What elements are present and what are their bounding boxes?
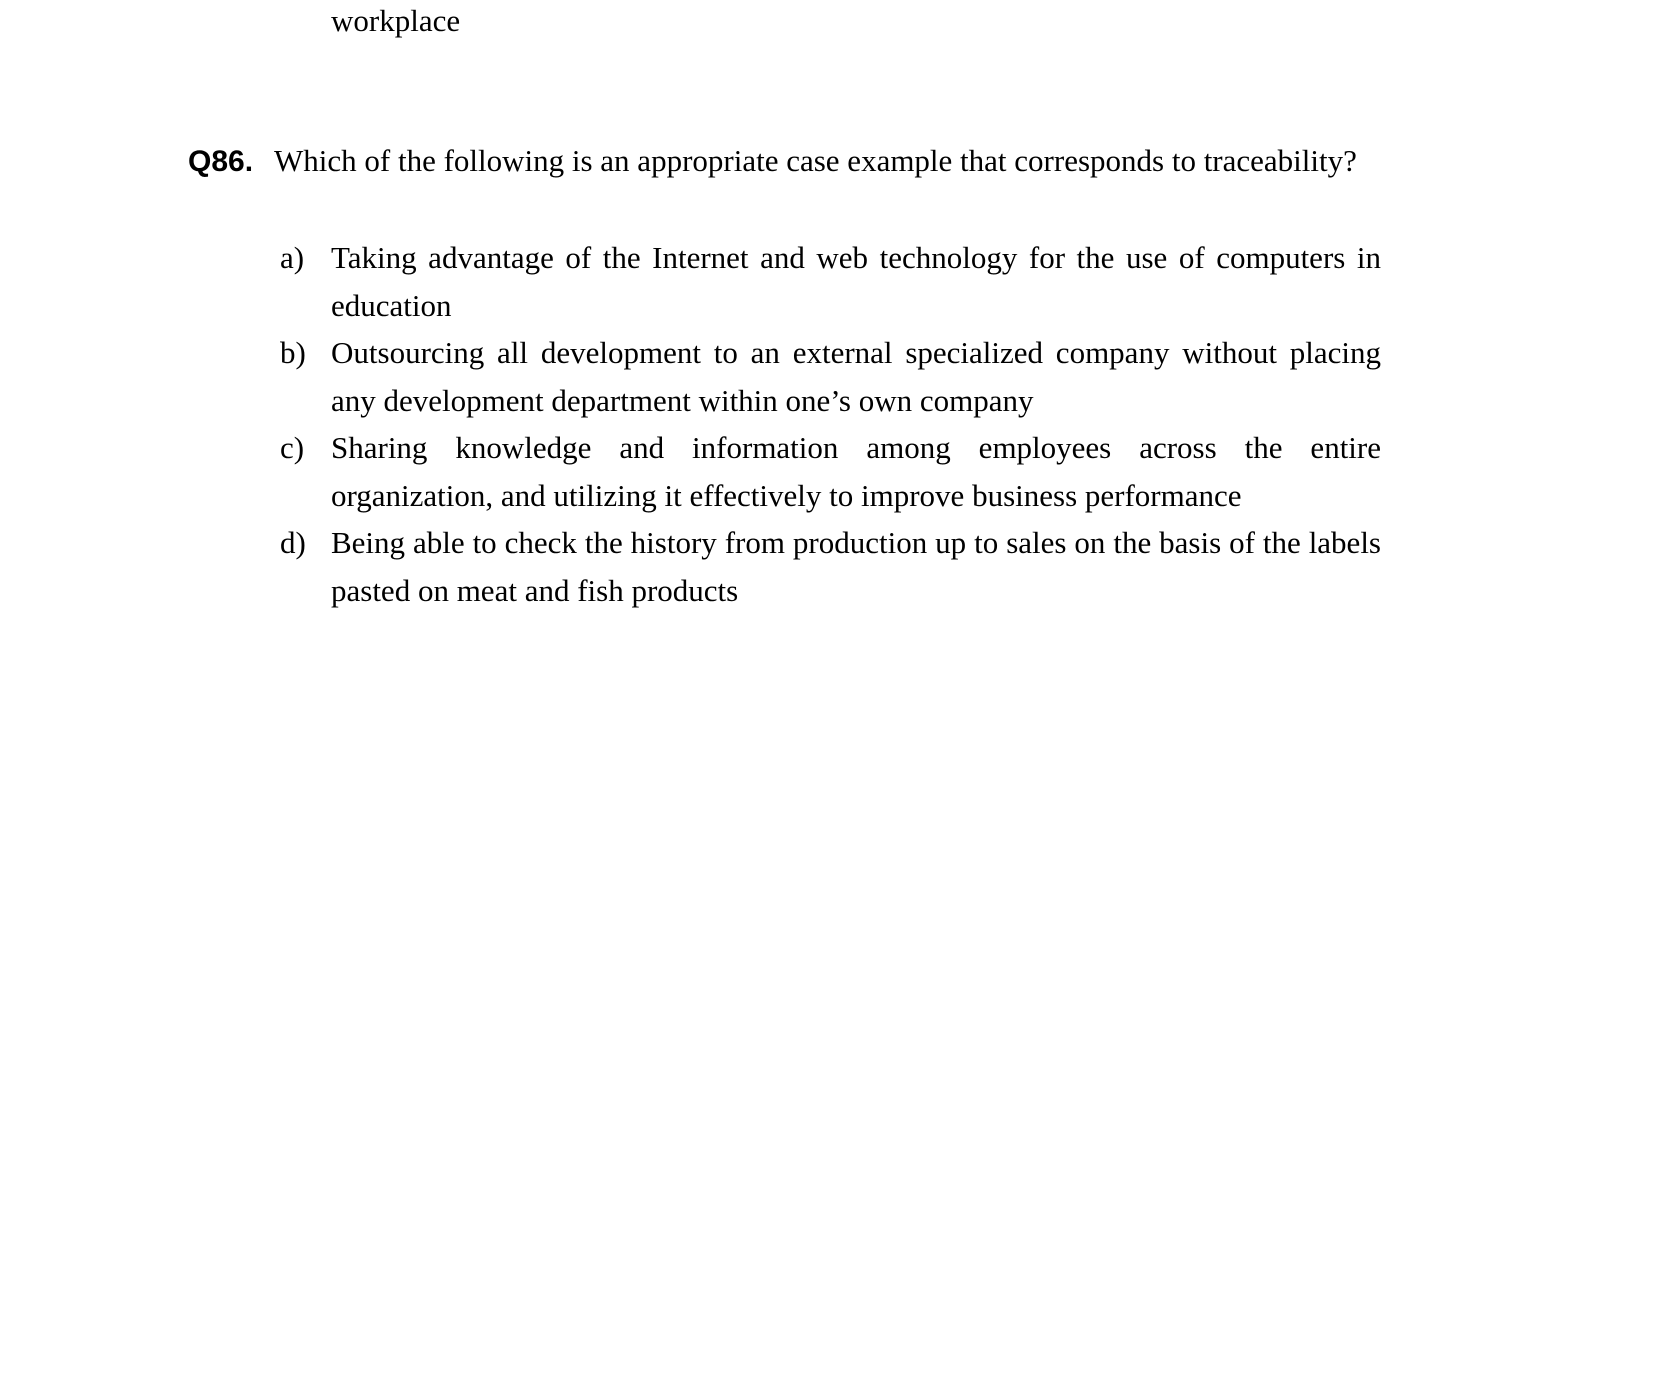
option-label: a) (280, 240, 305, 275)
option-label: d) (280, 525, 306, 560)
option-label: c) (280, 430, 305, 465)
question-text: Which of the following is an appropriate case example that corresponds to traceability? (274, 143, 1357, 178)
option-text: Taking advantage of the Internet and web technology for the use of computers in education (331, 240, 1381, 323)
previous-question-carryover-text: workplace (331, 3, 461, 38)
answer-option-b (280, 329, 1381, 424)
option-label: b) (280, 335, 306, 370)
question-number: Q86. (188, 145, 254, 178)
option-text: Outsourcing all development to an external specialized company without placing any development department within one’s own company (331, 335, 1381, 418)
option-text: Being able to check the history from production up to sales on the basis of the labels pasted on meat and fish products (331, 525, 1381, 608)
answer-options-list (280, 234, 1381, 614)
question-q86 (188, 142, 1388, 180)
answer-option-d (280, 519, 1381, 614)
answer-option-c (280, 424, 1381, 519)
option-text: Sharing knowledge and information among employees across the entire organization, and utilizing it effectively to improve business performance (331, 430, 1381, 513)
answer-option-a (280, 234, 1381, 329)
